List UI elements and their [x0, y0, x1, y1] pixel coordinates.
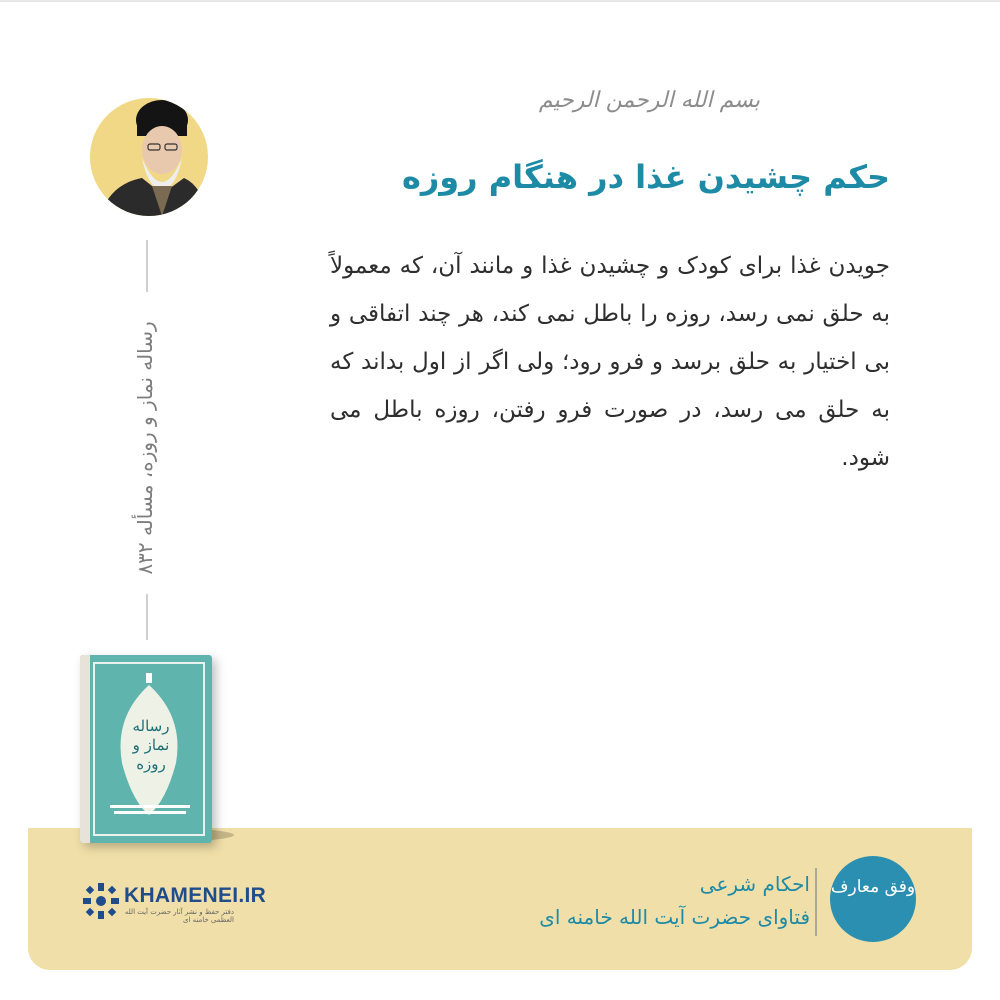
footer-divider	[815, 868, 817, 936]
emblem-logo	[830, 856, 916, 942]
book-title-line: روزه	[136, 755, 166, 773]
ruling-text: جویدن غذا برای کودک و چشیدن غذا و مانند آن، که معمولاً به حلق نمی رسد، روزه را باطل نمی کند، هر چند اتفاقی و بی اختیار به حلق برسد و فرو رود؛ ولی اگر از اول بداند که به حلق می رسد، در صورت فرو رفتن، روزه باطل می شود.	[330, 253, 890, 471]
side-rule-bottom	[146, 594, 148, 640]
book-title-line: رساله	[132, 717, 170, 735]
source-reference: رساله نماز و روزه، مسأله ۸۳۲	[133, 321, 157, 575]
khamenei-logo-subtitle: دفتر حفظ و نشر آثار حضرت آیت الله العظمی خامنه ای	[124, 908, 234, 924]
khamenei-logo-icon	[82, 882, 120, 920]
book-title-line: نماز و	[132, 736, 170, 754]
emblem-text: وفق معارف	[830, 877, 916, 897]
footer-category: احکام شرعی	[699, 872, 810, 896]
khamenei-logo-text: KHAMENEI.IR	[124, 884, 267, 907]
page-title: حکم چشیدن غذا در هنگام روزه	[401, 158, 890, 196]
bismillah: بسم الله الرحمن الرحیم	[538, 88, 760, 113]
top-border	[0, 0, 1000, 2]
book-title	[90, 717, 212, 774]
portrait-avatar	[90, 98, 208, 216]
portrait-illustration	[90, 98, 208, 216]
footer-subtitle: فتاوای حضرت آیت الله خامنه ای	[539, 905, 810, 929]
book-cover-image	[80, 655, 212, 843]
